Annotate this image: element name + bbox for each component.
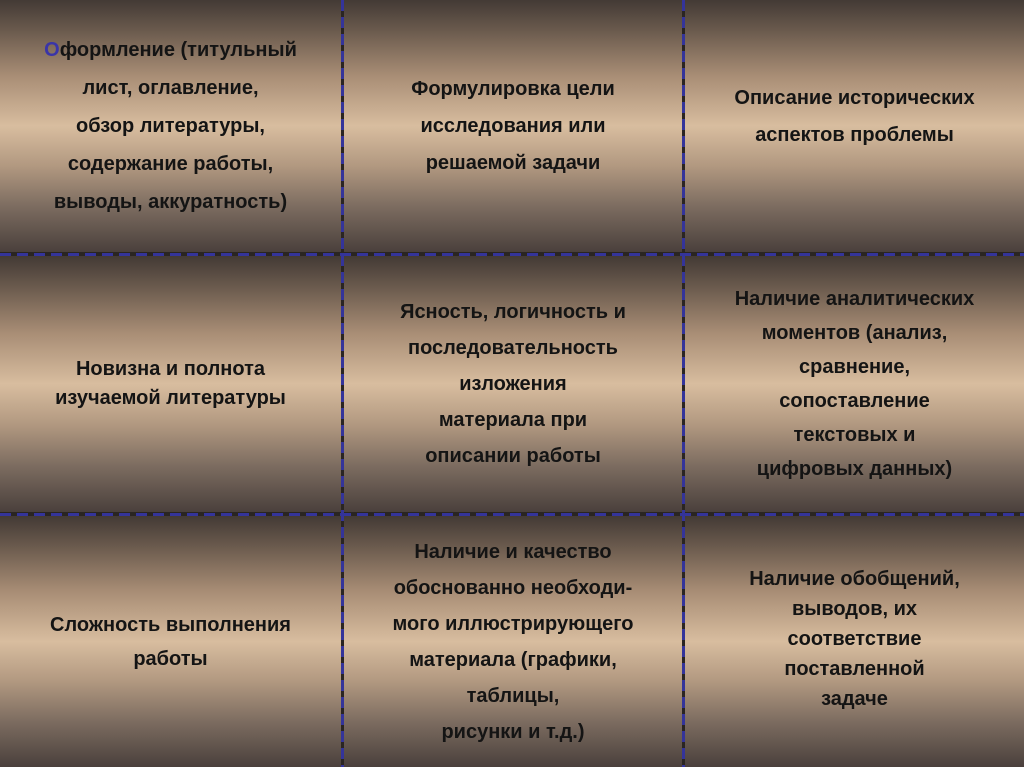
cell-illustrations <box>344 516 682 767</box>
cell-analysis-text: Наличие аналитических моментов (анализ, сравнение, сопоставление текстовых и цифровых данных) <box>734 288 975 480</box>
cell-analysis <box>685 256 1024 512</box>
cell-conclusions <box>685 516 1024 767</box>
cell-design-rest: формление (титульный лист, оглавление, обзор литературы, содержание работы, выводы, аккуратность) <box>53 39 297 213</box>
cell-clarity-text: Ясность, логичность и последовательность изложения материала при описании работы <box>400 301 626 467</box>
cell-clarity <box>344 256 682 512</box>
divider-vertical-1 <box>341 0 344 767</box>
divider-horizontal-1 <box>0 253 1024 256</box>
cell-history-text: Описание исторических аспектов проблемы <box>734 87 975 146</box>
cell-design-text <box>38 31 303 221</box>
divider-vertical-2 <box>682 0 685 767</box>
cell-conclusions-text: Наличие обобщений, выводов, их соответствие поставленной задаче <box>749 567 960 710</box>
cell-novelty-text: Новизна и полнота изучаемой литературы <box>55 358 286 409</box>
cell-illustrations-text: Наличие и качество обоснованно необходи- мого иллюстрирующего материала (графики, таблицы, рисунки и т.д.) <box>392 540 634 743</box>
cell-goal-text: Формулировка цели исследования или решаемой задачи <box>411 77 615 174</box>
cell-design <box>0 0 341 252</box>
cell-complexity-text: Сложность выполнения работы <box>50 613 291 670</box>
cell-complexity <box>0 516 341 767</box>
cell-history <box>685 0 1024 252</box>
divider-horizontal-2 <box>0 513 1024 516</box>
cell-design-initial: О <box>44 39 60 61</box>
cell-goal <box>344 0 682 252</box>
cell-novelty <box>0 256 341 512</box>
